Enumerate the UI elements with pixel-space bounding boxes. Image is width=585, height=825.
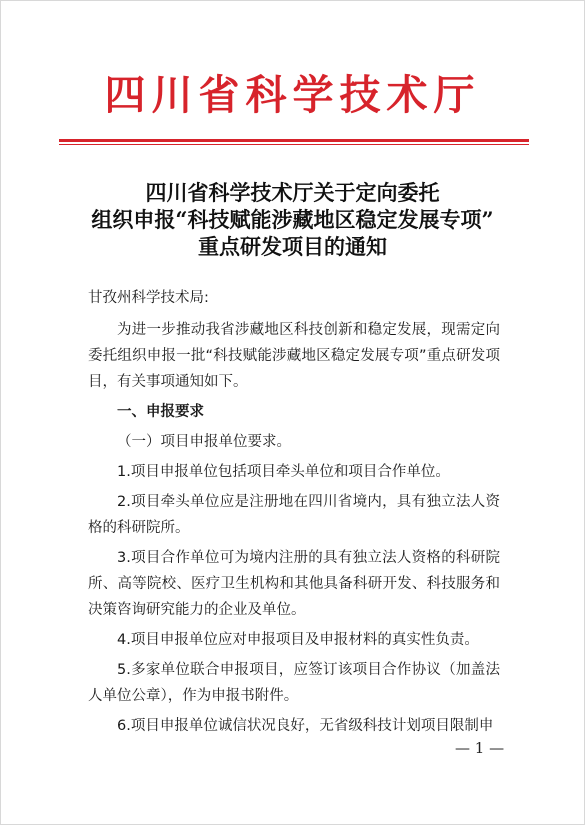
recipient-line: 甘孜州科学技术局:: [88, 290, 209, 306]
section-heading: 一、申报要求: [117, 404, 204, 420]
requirement-item-4: 4.项目申报单位应对申报项目及申报材料的真实性负责。: [117, 632, 479, 648]
document-title-line-2: 组织申报“科技赋能涉藏地区稳定发展专项”: [91, 207, 494, 232]
document-body: [88, 285, 500, 739]
issuer-header-title: 四川省科学技术厅: [104, 71, 481, 119]
requirement-item-2: 2.项目牵头单位应是注册地在四川省境内，具有独立法人资格的科研院所。: [88, 494, 500, 536]
requirement-item-3: 3.项目合作单位可为境内注册的具有独立法人资格的科研院所、高等院校、医疗卫生机构和其他具备科研开发、科技服务和决策咨询研究能力的企业及单位。: [88, 550, 500, 618]
requirement-item-5: 5.多家单位联合申报项目，应签订该项目合作协议（加盖法人单位公章），作为申报书附件。: [88, 662, 500, 704]
header-red-rule-thin: [59, 144, 529, 145]
document-title-line-1: 四川省科学技术厅关于定向委托: [145, 180, 440, 205]
document-title-line-3: 重点研发项目的通知: [198, 234, 387, 259]
requirement-item-6: 6.项目申报单位诚信状况良好，无省级科技计划项目限制申: [117, 718, 494, 734]
subsection-heading: （一）项目申报单位要求。: [117, 434, 291, 450]
requirement-item-1: 1.项目申报单位包括项目牵头单位和项目合作单位。: [117, 464, 450, 480]
page-number: — 1 —: [455, 739, 505, 757]
document-title: [1, 179, 584, 260]
header-red-rule-thick: [59, 139, 529, 142]
intro-paragraph: 为进一步推动我省涉藏地区科技创新和稳定发展，现需定向委托组织申报一批“科技赋能涉藏地区稳定发展专项”重点研发项目，有关事项通知如下。: [88, 322, 500, 390]
